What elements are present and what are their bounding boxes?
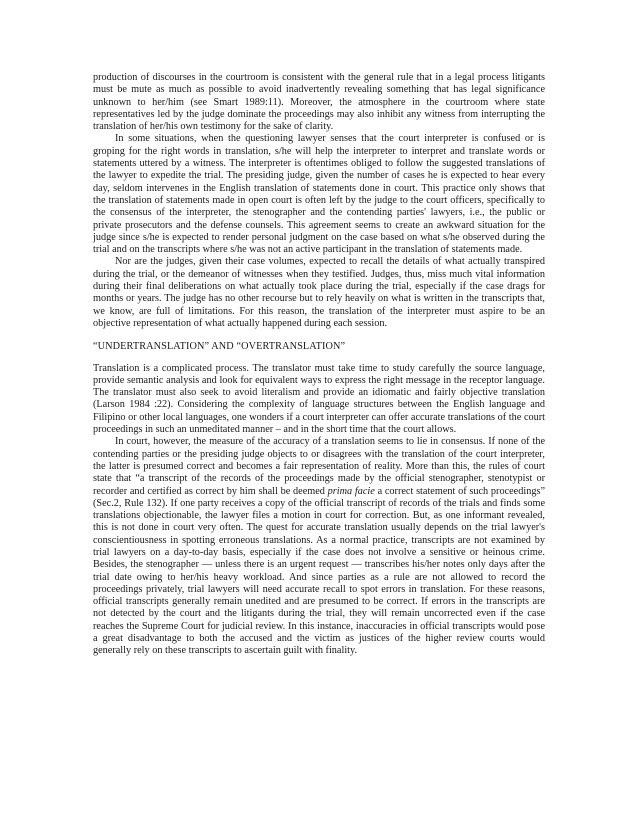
paragraph-consensus-text-after: a correct statement of such proceedings” (Sec.2, Rule 132). If one party receives a copy of the official transcript of records of the trials and finds some translations objectionable, the lawyer files a motion in court for correction. But, as one informant revealed, this is not done in court very often. The quest for accurate translation usually depends on the trial lawyer's conscientiousness in spotting erroneous translations. As a normal practice, transcripts are not examined by trial lawyers on a day-to-day basis, especially if the case does not involve a sensitive or heinous crime. Besides, the stenographer — unless there is an urgent request — transcribes his/her notes only days after the trial date owing to her/his heavy workload. And since parties as a rule are not allowed to record the proceedings privately, trial lawyers will need accurate recall to spot errors in translation. For these reasons, official transcripts generally remain unedited and are presumed to be correct. If errors in the transcripts are not detected by the court and the litigants during the trial, they will remain uncorrected even if the case reaches the Supreme Court for judicial review. In this instance, inaccuracies in official transcripts would pose a great disadvantage to both the accused and the victim as justices of the higher review courts would generally rely on these transcripts to ascertain guilt with finality. <box>93 485 545 657</box>
paragraph-lawyer-assists-interpreter: In some situations, when the questioning lawyer senses that the court interpreter is confused or is groping for the right words in translation, s/he will help the interpreter to interpret and translate words or statements uttered by a witness. The interpreter is oftentimes obliged to follow the suggested translations of the lawyer to expedite the trial. The presiding judge, given the number of cases he is expected to hear every day, seldom intervenes in the English translation of statements done in court. This practice only shows that the translation of statements made in open court is often left by the judge to the court officers, specifically to the consensus of the interpreter, the stenographer and the contending parties' lawyers, i.e., the public or private prosecutors and the defense counsels. This agreement seems to create an awkward situation for the judge since s/he is expected to render personal judgment on the case based on what s/he observed during the trial and on the transcripts where s/he was not an active participant in the translation of statements made. <box>93 133 545 256</box>
paragraph-translation-process: Translation is a complicated process. The translator must take time to study carefully the source language, provide semantic analysis and look for equivalent ways to express the right message in the receptor language. The translator must also seek to avoid literalism and provide an idiomatic and fairly objective translation (Larson 1984 :22). Considering the complexity of language structures between the English language and Filipino or other local languages, one wonders if a court interpreter can offer accurate translations of the court proceedings in such an unmeditated manner – and in the short time that the court allows. <box>93 362 545 436</box>
prima-facie-italic: prima facie <box>327 485 375 497</box>
paragraph-consensus-text-before: In court, however, the measure of the accuracy of a translation seems to lie in consensus. If none of the contending parties or the presiding judge objects to or disagrees with the translation of the court interpreter, the latter is presumed correct and becomes a fair representation of reality. More than this, the rules of court state that “a transcript of the records of the proceedings made by the official stenographer, stenotypist or recorder and certified as correct by him shall be deemed <box>93 436 545 497</box>
section-heading: “UNDERTRANSLATION” AND “OVERTRANSLATION” <box>93 341 346 353</box>
paragraph-judges-recall: Nor are the judges, given their case volumes, expected to recall the details of what actually transpired during the trial, or the demeanor of witnesses when they testified. Judges, thus, miss much vital information during their final deliberations on what actually took place during the trial, especially if the case drags for months or years. The judge has no other recourse but to rely heavily on what is written in the transcripts that, we know, are full of limitations. For this reason, the translation of the interpreter must aspire to be an objective representation of what actually happened during each session. <box>93 256 545 329</box>
paragraph-consensus-accuracy <box>93 436 545 657</box>
paragraph-courtroom-discourse: production of discourses in the courtroom is consistent with the general rule that in a legal process litigants must be mute as much as possible to avoid inadvertently revealing something that has legal significance unknown to her/him (see Smart 1989:11). Moreover, the atmosphere in the courtroom where state representatives led by the judge dominate the proceedings may also inhibit any witness from interrupting the translation of her/his own testimony for the sake of clarity. <box>93 72 545 133</box>
document-page <box>93 72 545 658</box>
